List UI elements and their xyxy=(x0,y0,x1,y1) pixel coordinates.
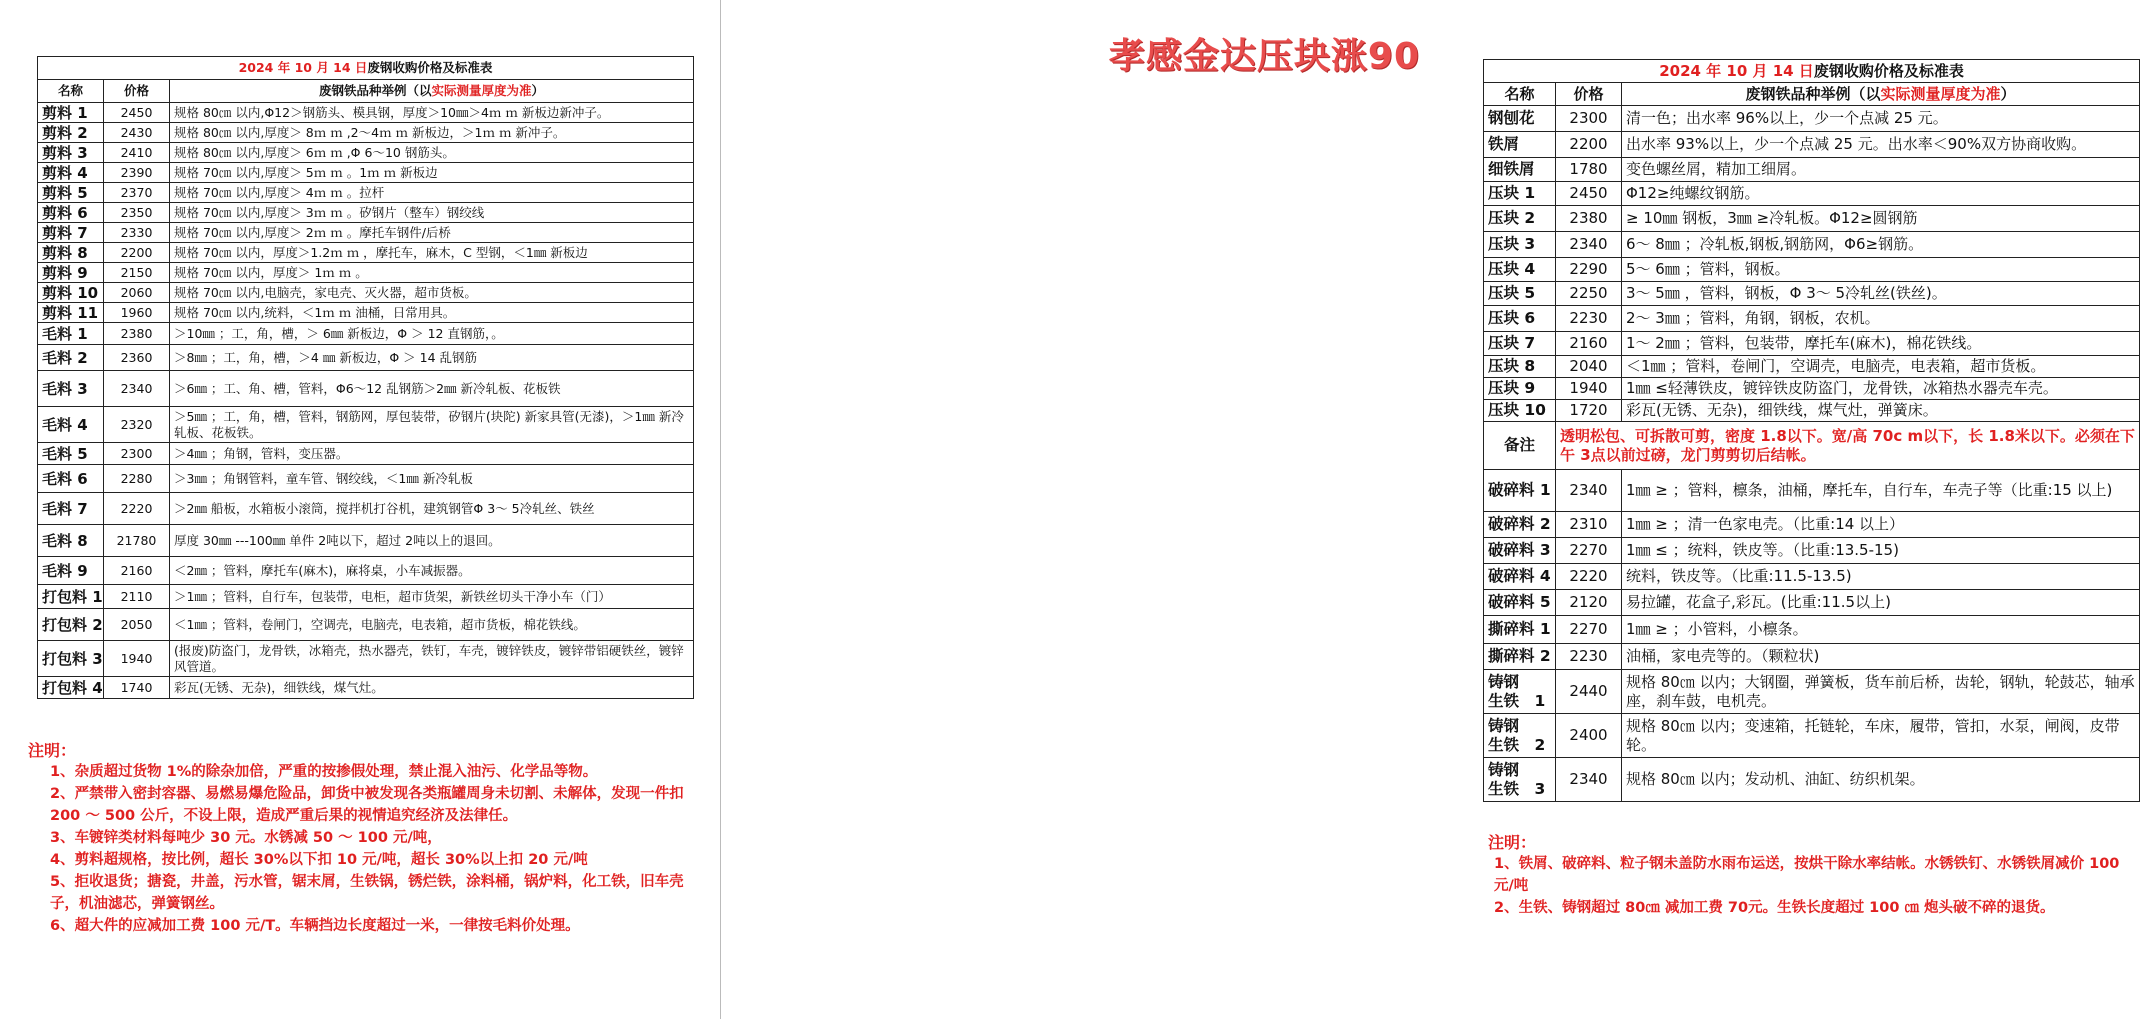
table-row xyxy=(38,263,694,283)
item-name: 打包料 3 xyxy=(38,641,104,677)
table-row xyxy=(38,323,694,345)
item-name: 剪料 6 xyxy=(38,203,104,223)
item-name: 钢刨花 xyxy=(1484,106,1556,132)
note-line: 1、铁屑、破碎料、粒子钢未盖防水雨布运送，按烘干除水率结帐。水锈铁钉、水锈铁屑减价 100 元/吨 xyxy=(1494,856,2120,894)
item-price: 2050 xyxy=(104,609,170,641)
left-title-text: 废钢收购价格及标准表 xyxy=(367,60,493,75)
right-notes-heading: 注明： xyxy=(1488,833,1537,852)
item-name: 剪料 3 xyxy=(38,143,104,163)
item-price: 2340 xyxy=(1556,758,1622,802)
item-price: 2330 xyxy=(104,223,170,243)
right-title-date: 2024 年 10 月 14 日 xyxy=(1659,61,1814,80)
item-price: 2340 xyxy=(104,371,170,407)
item-description: 2～ 3㎜ ；管料，角钢，钢板，农机。 xyxy=(1622,306,2140,332)
table-row xyxy=(38,525,694,557)
item-description: 规格 70㎝ 以内,厚度＞ 5ｍ ｍ 。1ｍ ｍ 新板边 xyxy=(170,163,694,183)
item-name: 毛料 7 xyxy=(38,493,104,525)
right-header-name: 名称 xyxy=(1484,83,1556,106)
item-price: 2400 xyxy=(1556,714,1622,758)
table-row xyxy=(38,203,694,223)
item-description: 规格 80㎝ 以内；发动机、油缸、纺织机架。 xyxy=(1622,758,2140,802)
note-line: 1、杂质超过货物 1%的除杂加倍，严重的按掺假处理，禁止混入油污、化学品等物。 xyxy=(50,764,598,780)
note-line: 2、严禁带入密封容器、易燃易爆危险品，卸货中被发现各类瓶罐周身未切割、未解体，发现一件扣 200 ～ 500 公斤，不设上限，造成严重后果的视情追究经济及法律任。 xyxy=(50,786,684,824)
table-row xyxy=(1484,470,2140,512)
item-price: 2390 xyxy=(104,163,170,183)
item-name: 打包料 2 xyxy=(38,609,104,641)
table-row xyxy=(1484,106,2140,132)
item-description: 5～ 6㎜ ；管料，钢板。 xyxy=(1622,258,2140,282)
item-description: 1～ 2㎜ ；管料，包装带，摩托车(麻木)，棉花铁线。 xyxy=(1622,332,2140,356)
item-description: 规格 70㎝ 以内，厚度＞ 1ｍ ｍ 。 xyxy=(170,263,694,283)
item-name: 剪料 10 xyxy=(38,283,104,303)
item-description: 1㎜ ≥ ；清一色家电壳。（比重:14 以上） xyxy=(1622,512,2140,538)
table-row xyxy=(38,283,694,303)
item-name: 撕碎料 1 xyxy=(1484,616,1556,644)
item-name: 剪料 2 xyxy=(38,123,104,143)
table-row xyxy=(1484,158,2140,182)
item-price: 2310 xyxy=(1556,512,1622,538)
left-price-table xyxy=(37,56,694,699)
item-name: 破碎料 3 xyxy=(1484,538,1556,564)
item-price: 2120 xyxy=(1556,590,1622,616)
item-name: 剪料 9 xyxy=(38,263,104,283)
item-name: 铸钢 生铁 1 xyxy=(1484,670,1556,714)
item-description: ＞2㎜ 船板，水箱板小滚筒，搅拌机打谷机，建筑钢管Φ 3～ 5冷轧丝、铁丝 xyxy=(170,493,694,525)
item-price: 2250 xyxy=(1556,282,1622,306)
item-name: 毛料 4 xyxy=(38,407,104,443)
table-row xyxy=(38,585,694,609)
table-row xyxy=(38,371,694,407)
note-line: 3、车镀锌类材料每吨少 30 元。水锈减 50 ～ 100 元/吨， xyxy=(50,830,442,846)
item-price: 2380 xyxy=(104,323,170,345)
table-row xyxy=(1484,282,2140,306)
table-row xyxy=(38,493,694,525)
table-row xyxy=(38,183,694,203)
table-row xyxy=(38,609,694,641)
item-price: 2040 xyxy=(1556,356,1622,378)
item-name: 打包料 1 xyxy=(38,585,104,609)
item-price: 21780 xyxy=(104,525,170,557)
item-description: ＞1㎜ ；管料，自行车，包装带，电柜，超市货架，新铁丝切头干净小车（门） xyxy=(170,585,694,609)
item-price: 2200 xyxy=(104,243,170,263)
item-name: 破碎料 1 xyxy=(1484,470,1556,512)
item-name: 剪料 1 xyxy=(38,103,104,123)
item-name: 压块 9 xyxy=(1484,378,1556,400)
item-description: 易拉罐，花盒子,彩瓦。(比重:11.5以上) xyxy=(1622,590,2140,616)
item-price: 1720 xyxy=(1556,400,1622,422)
table-row xyxy=(38,243,694,263)
right-header-price: 价格 xyxy=(1556,83,1622,106)
item-price: 2300 xyxy=(104,443,170,465)
item-price: 2410 xyxy=(104,143,170,163)
item-price: 2060 xyxy=(104,283,170,303)
right-price-table xyxy=(1483,59,2140,802)
item-name: 毛料 8 xyxy=(38,525,104,557)
item-description: ＞5㎜ ；工，角，槽，管料，钢筋网，厚包装带，矽钢片(块陀) 新家具管(无漆)，＞1㎜ 新冷轧板、花板铁。 xyxy=(170,407,694,443)
table-row xyxy=(1484,182,2140,206)
item-name: 破碎料 2 xyxy=(1484,512,1556,538)
item-description: 规格 70㎝ 以内,统料，＜1ｍ ｍ 油桶，日常用具。 xyxy=(170,303,694,323)
item-description: 规格 70㎝ 以内,厚度＞ 3ｍ ｍ 。矽钢片（整车）钢绞线 xyxy=(170,203,694,223)
item-name: 毛料 3 xyxy=(38,371,104,407)
note-line: 6、超大件的应减加工费 100 元/T。车辆挡边长度超过一米，一律按毛料价处理。 xyxy=(50,918,580,934)
item-description: 规格 70㎝ 以内,厚度＞ 4ｍ ｍ 。拉杆 xyxy=(170,183,694,203)
item-description: 1㎜ ≤轻薄铁皮，镀锌铁皮防盗门，龙骨铁，冰箱热水器壳车壳。 xyxy=(1622,378,2140,400)
item-name: 压块 2 xyxy=(1484,206,1556,232)
item-name: 毛料 2 xyxy=(38,345,104,371)
left-header-name: 名称 xyxy=(38,80,104,103)
left-notes-heading: 注明： xyxy=(28,741,77,760)
item-description: 规格 70㎝ 以内,电脑壳，家电壳、灭火器，超市货板。 xyxy=(170,283,694,303)
left-header-row xyxy=(38,80,694,103)
item-price: 2200 xyxy=(1556,132,1622,158)
right-page xyxy=(722,0,2135,1019)
item-description: 1㎜ ≥ ；小管料，小檩条。 xyxy=(1622,616,2140,644)
item-price: 2340 xyxy=(1556,232,1622,258)
table-row xyxy=(1484,258,2140,282)
item-name: 细铁屑 xyxy=(1484,158,1556,182)
item-description: Φ12≥纯螺纹钢筋。 xyxy=(1622,182,2140,206)
item-name: 剪料 4 xyxy=(38,163,104,183)
item-description: 规格 80㎝ 以内；变速箱，托链轮，车床，履带，管扣，水泵，闸阀，皮带轮。 xyxy=(1622,714,2140,758)
table-row xyxy=(1484,306,2140,332)
right-table-title xyxy=(1484,60,2140,83)
item-price: 2230 xyxy=(1556,644,1622,670)
item-description: 油桶，家电壳等的。（颗粒状) xyxy=(1622,644,2140,670)
item-price: 2440 xyxy=(1556,670,1622,714)
item-price: 2150 xyxy=(104,263,170,283)
note-line: 4、剪料超规格，按比例，超长 30%以下扣 10 元/吨，超长 30%以上扣 20 元/吨 xyxy=(50,852,588,868)
item-price: 2160 xyxy=(1556,332,1622,356)
left-header-desc-suffix: ） xyxy=(531,83,545,98)
table-row xyxy=(1484,564,2140,590)
item-price: 1940 xyxy=(1556,378,1622,400)
right-header-desc xyxy=(1622,83,2140,106)
item-price: 2430 xyxy=(104,123,170,143)
item-description: ＞10㎜ ；工，角，槽，＞ 6㎜ 新板边，Φ ＞ 12 直钢筋，。 xyxy=(170,323,694,345)
note-line: 2、生铁、铸钢超过 80㎝ 减加工费 70元。生铁长度超过 100 ㎝ 炮头破不碎的退货。 xyxy=(1494,900,2055,916)
right-title-text: 废钢收购价格及标准表 xyxy=(1813,61,1964,80)
table-row xyxy=(38,557,694,585)
item-name: 剪料 11 xyxy=(38,303,104,323)
item-name: 压块 1 xyxy=(1484,182,1556,206)
table-row xyxy=(1484,644,2140,670)
item-name: 压块 3 xyxy=(1484,232,1556,258)
item-price: 2340 xyxy=(1556,470,1622,512)
item-price: 2110 xyxy=(104,585,170,609)
item-description: ＞3㎜ ；角钢管料，童车管、钢绞线，＜1㎜ 新冷轧板 xyxy=(170,465,694,493)
item-description: ＜1㎜ ；管料，卷闸门，空调壳，电脑壳，电表箱，超市货板。 xyxy=(1622,356,2140,378)
table-row xyxy=(38,641,694,677)
table-row xyxy=(38,443,694,465)
table-row xyxy=(1484,616,2140,644)
table-row xyxy=(38,345,694,371)
table-row xyxy=(1484,590,2140,616)
remark-row xyxy=(1484,422,2140,470)
table-row xyxy=(38,103,694,123)
item-name: 破碎料 4 xyxy=(1484,564,1556,590)
item-name: 铁屑 xyxy=(1484,132,1556,158)
table-row xyxy=(1484,512,2140,538)
item-name: 毛料 6 xyxy=(38,465,104,493)
item-price: 1960 xyxy=(104,303,170,323)
item-description: ≥ 10㎜ 钢板，3㎜ ≥冷轧板。Φ12≥圆钢筋 xyxy=(1622,206,2140,232)
left-header-price: 价格 xyxy=(104,80,170,103)
remark-text: 透明松包、可拆散可剪，密度 1.8以下。宽/高 70c m以下，长 1.8米以下。必须在下午 3点以前过磅，龙门剪剪切后结帐。 xyxy=(1556,422,2140,470)
item-price: 2220 xyxy=(104,493,170,525)
item-price: 2370 xyxy=(104,183,170,203)
table-row xyxy=(38,677,694,699)
item-price: 2320 xyxy=(104,407,170,443)
table-row xyxy=(1484,400,2140,422)
item-description: ＜2㎜ ；管料，摩托车(麻木)，麻将桌，小车减振器。 xyxy=(170,557,694,585)
right-notes xyxy=(1488,830,2138,919)
item-description: 彩瓦(无锈、无杂)，细铁线，煤气灶，弹簧床。 xyxy=(1622,400,2140,422)
item-price: 2230 xyxy=(1556,306,1622,332)
item-name: 毛料 9 xyxy=(38,557,104,585)
item-description: (报废)防盗门，龙骨铁，冰箱壳，热水器壳，铁钉，车壳，镀锌铁皮，镀锌带铝硬铁丝，镀锌风管道。 xyxy=(170,641,694,677)
item-price: 2220 xyxy=(1556,564,1622,590)
table-row xyxy=(1484,206,2140,232)
right-header-desc-red: 实际测量厚度为准 xyxy=(1880,84,2001,103)
item-name: 压块 10 xyxy=(1484,400,1556,422)
item-description: ＞6㎜ ；工、角、槽，管料，Φ6～12 乱钢筋＞2㎜ 新冷轧板、花板铁 xyxy=(170,371,694,407)
item-description: 1㎜ ≥ ；管料，檩条，油桶，摩托车，自行车，车壳子等（比重:15 以上) xyxy=(1622,470,2140,512)
item-description: 统料，铁皮等。（比重:11.5-13.5) xyxy=(1622,564,2140,590)
table-row xyxy=(38,123,694,143)
table-row xyxy=(1484,356,2140,378)
table-row xyxy=(38,143,694,163)
item-description: 6～ 8㎜ ；冷轧板,钢板,钢筋网，Φ6≥钢筋。 xyxy=(1622,232,2140,258)
table-row xyxy=(1484,132,2140,158)
remark-label: 备注 xyxy=(1484,422,1556,470)
table-row xyxy=(1484,670,2140,714)
right-header-desc-prefix: 废钢铁品种举例（以 xyxy=(1745,84,1881,103)
item-price: 2360 xyxy=(104,345,170,371)
item-price: 2270 xyxy=(1556,616,1622,644)
item-description: ＜1㎜ ；管料，卷闸门，空调壳，电脑壳，电表箱，超市货板，棉花铁线。 xyxy=(170,609,694,641)
item-description: 规格 70㎝ 以内,厚度＞ 2ｍ ｍ 。摩托车钢件/后桥 xyxy=(170,223,694,243)
table-row xyxy=(1484,378,2140,400)
item-name: 毛料 5 xyxy=(38,443,104,465)
item-name: 剪料 8 xyxy=(38,243,104,263)
table-row xyxy=(1484,758,2140,802)
item-name: 破碎料 5 xyxy=(1484,590,1556,616)
item-price: 2290 xyxy=(1556,258,1622,282)
table-row xyxy=(1484,232,2140,258)
left-page xyxy=(0,0,721,1019)
item-price: 2450 xyxy=(1556,182,1622,206)
item-name: 剪料 7 xyxy=(38,223,104,243)
item-name: 压块 7 xyxy=(1484,332,1556,356)
item-name: 剪料 5 xyxy=(38,183,104,203)
left-header-desc-red: 实际测量厚度为准 xyxy=(431,83,532,98)
note-line: 5、拒收退货；搪瓷，井盖，污水管，锯末屑，生铁锅，锈烂铁，涂料桶，锅炉料，化工铁，旧车壳子，机油滤芯，弹簧钢丝。 xyxy=(50,874,684,912)
item-description: 规格 80㎝ 以内,厚度＞ 6ｍ ｍ ,Φ 6～10 钢筋头。 xyxy=(170,143,694,163)
item-price: 2270 xyxy=(1556,538,1622,564)
table-row xyxy=(1484,538,2140,564)
right-header-desc-suffix: ） xyxy=(2000,84,2016,103)
item-description: ＞4㎜ ；角钢，管料，变压器。 xyxy=(170,443,694,465)
item-name: 打包料 4 xyxy=(38,677,104,699)
table-row xyxy=(38,163,694,183)
table-row xyxy=(1484,332,2140,356)
table-row xyxy=(38,223,694,243)
item-description: 清一色；出水率 96%以上，少一个点减 25 元。 xyxy=(1622,106,2140,132)
item-name: 压块 5 xyxy=(1484,282,1556,306)
left-title-date: 2024 年 10 月 14 日 xyxy=(238,60,368,75)
left-table-title xyxy=(38,57,694,80)
item-price: 1940 xyxy=(104,641,170,677)
item-price: 1740 xyxy=(104,677,170,699)
item-price: 2350 xyxy=(104,203,170,223)
right-header-row xyxy=(1484,83,2140,106)
item-name: 压块 4 xyxy=(1484,258,1556,282)
table-row xyxy=(38,407,694,443)
item-description: 厚度 30㎜ ---100㎜ 单件 2吨以下，超过 2吨以上的退回。 xyxy=(170,525,694,557)
left-notes xyxy=(28,738,688,937)
item-name: 压块 8 xyxy=(1484,356,1556,378)
item-price: 2380 xyxy=(1556,206,1622,232)
table-row xyxy=(38,465,694,493)
item-description: 规格 80㎝ 以内,厚度＞ 8ｍ ｍ ,2～4ｍ ｍ 新板边，＞1ｍ ｍ 新冲子。 xyxy=(170,123,694,143)
item-price: 2300 xyxy=(1556,106,1622,132)
item-description: 规格 70㎝ 以内，厚度＞1.2ｍ ｍ ，摩托车，麻木，C 型钢，＜1㎜ 新板边 xyxy=(170,243,694,263)
table-row xyxy=(38,303,694,323)
item-description: 规格 80㎝ 以内；大钢圈，弹簧板，货车前后桥，齿轮，钢轨，轮鼓芯，轴承座，刹车鼓，电机壳。 xyxy=(1622,670,2140,714)
right-title-row xyxy=(1484,60,2140,83)
table-row xyxy=(1484,714,2140,758)
item-description: 变色螺丝屑，精加工细屑。 xyxy=(1622,158,2140,182)
item-description: 规格 80㎝ 以内,Φ12＞钢筋头、模具钢，厚度＞10㎜＞4ｍ ｍ 新板边新冲子。 xyxy=(170,103,694,123)
item-price: 2160 xyxy=(104,557,170,585)
item-description: 3～ 5㎜ ，管料，钢板，Φ 3～ 5冷轧丝(铁丝)。 xyxy=(1622,282,2140,306)
item-description: 彩瓦(无锈、无杂)，细铁线，煤气灶。 xyxy=(170,677,694,699)
item-name: 撕碎料 2 xyxy=(1484,644,1556,670)
item-name: 压块 6 xyxy=(1484,306,1556,332)
left-title-row xyxy=(38,57,694,80)
watermark-text: 孝感金达压块涨90 xyxy=(1108,36,1420,77)
item-description: 1㎜ ≤ ；统料，铁皮等。（比重:13.5-15) xyxy=(1622,538,2140,564)
item-price: 2450 xyxy=(104,103,170,123)
item-price: 1780 xyxy=(1556,158,1622,182)
item-name: 铸钢 生铁 2 xyxy=(1484,714,1556,758)
item-name: 铸钢 生铁 3 xyxy=(1484,758,1556,802)
item-name: 毛料 1 xyxy=(38,323,104,345)
left-header-desc-prefix: 废钢铁品种举例（以 xyxy=(318,83,432,98)
item-price: 2280 xyxy=(104,465,170,493)
item-description: 出水率 93%以上，少一个点减 25 元。出水率＜90%双方协商收购。 xyxy=(1622,132,2140,158)
left-header-desc xyxy=(170,80,694,103)
item-description: ＞8㎜ ；工，角，槽，＞4 ㎜ 新板边，Φ ＞ 14 乱钢筋 xyxy=(170,345,694,371)
